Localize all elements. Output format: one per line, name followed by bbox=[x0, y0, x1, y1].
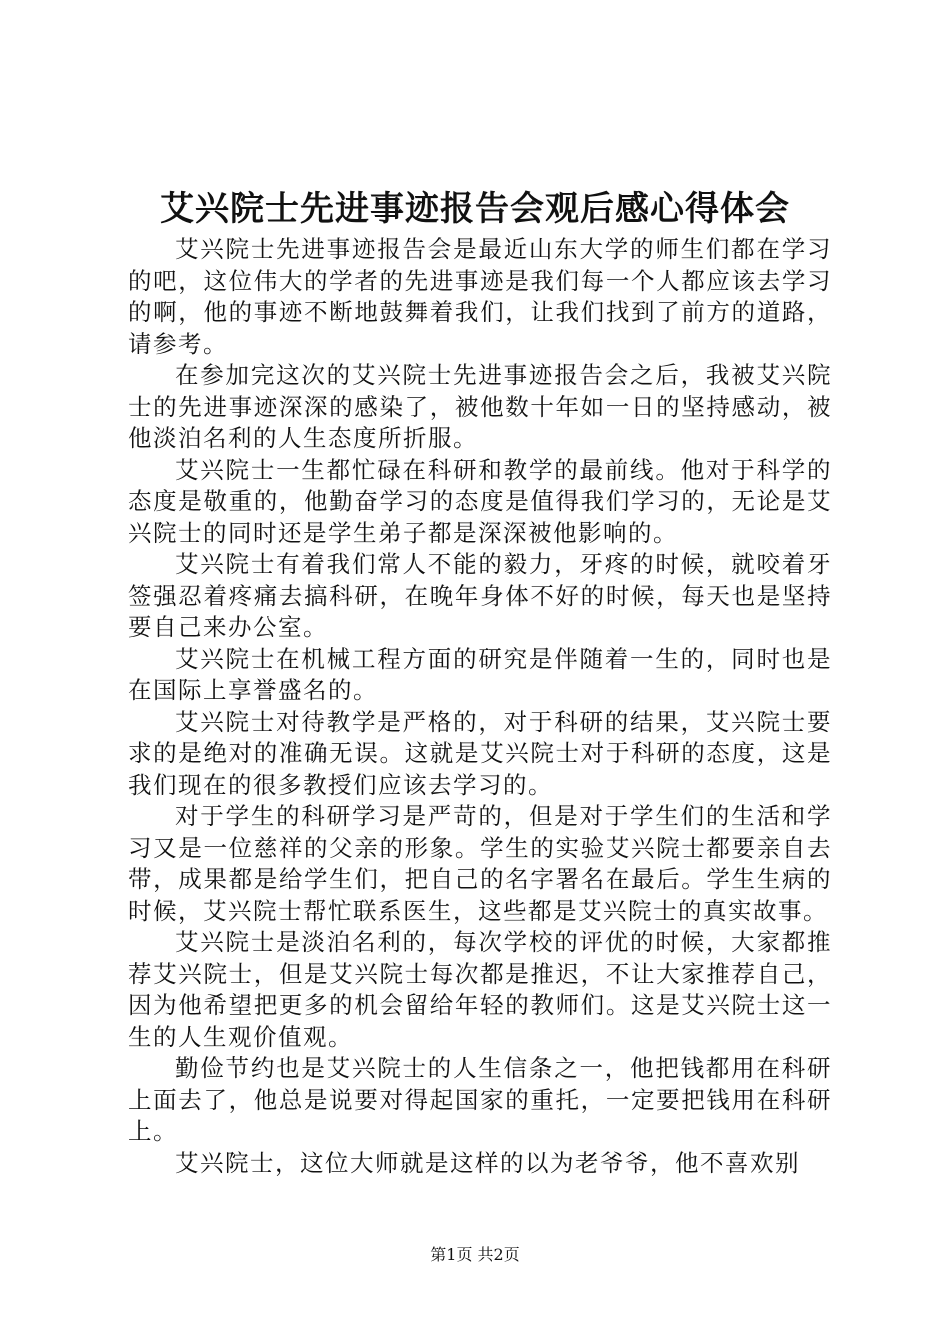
paragraph-9: 勤俭节约也是艾兴院士的人生信条之一，他把钱都用在科研上面去了，他总是说要对得起国家的重托，一定要把钱用在科研上。 bbox=[128, 1054, 832, 1145]
paragraph-10: 艾兴院士，这位大师就是这样的以为老爷爷，他不喜欢别 bbox=[175, 1148, 800, 1177]
paragraph-7: 对于学生的科研学习是严苛的，但是对于学生们的生活和学习又是一位慈祥的父亲的形象。学生的实验艾兴院士都要亲自去带，成果都是给学生们，把自己的名字署名在最后。学生生病的时候，艾兴院士帮忙联系医生，这些都是艾兴院士的真实故事。 bbox=[128, 802, 832, 925]
page-number-footer: 第1页 共2页 bbox=[430, 1245, 520, 1264]
paragraph-8: 艾兴院士是淡泊名利的，每次学校的评优的时候，大家都推荐艾兴院士，但是艾兴院士每次都是推迟，不让大家推荐自己，因为他希望把更多的机会留给年轻的教师们。这是艾兴院士这一生的人生观价值观。 bbox=[128, 928, 832, 1051]
paragraph-5: 艾兴院士在机械工程方面的研究是伴随着一生的，同时也是在国际上享誉盛名的。 bbox=[128, 644, 832, 704]
page-title: 艾兴院士先进事迹报告会观后感心得体会 bbox=[160, 189, 790, 229]
document-body bbox=[128, 234, 832, 1179]
paragraph-6: 艾兴院士对待教学是严格的，对于科研的结果，艾兴院士要求的是绝对的准确无误。这就是艾兴院士对于科研的态度，这是我们现在的很多教授们应该去学习的。 bbox=[128, 707, 832, 799]
paragraph-4: 艾兴院士有着我们常人不能的毅力，牙疼的时候，就咬着牙签强忍着疼痛去搞科研，在晚年身体不好的时候，每天也是坚持要自己来办公室。 bbox=[128, 550, 832, 641]
paragraph-3: 艾兴院士一生都忙碌在科研和教学的最前线。他对于科学的态度是敬重的，他勤奋学习的态度是值得我们学习的，无论是艾兴院士的同时还是学生弟子都是深深被他影响的。 bbox=[128, 455, 832, 547]
paragraph-2: 在参加完这次的艾兴院士先进事迹报告会之后，我被艾兴院士的先进事迹深深的感染了，被他数十年如一日的坚持感动，被他淡泊名利的人生态度所折服。 bbox=[128, 361, 832, 452]
paragraph-1: 艾兴院士先进事迹报告会是最近山东大学的师生们都在学习的吧，这位伟大的学者的先进事迹是我们每一个人都应该去学习的啊，他的事迹不断地鼓舞着我们，让我们找到了前方的道路，请参考。 bbox=[128, 235, 832, 358]
